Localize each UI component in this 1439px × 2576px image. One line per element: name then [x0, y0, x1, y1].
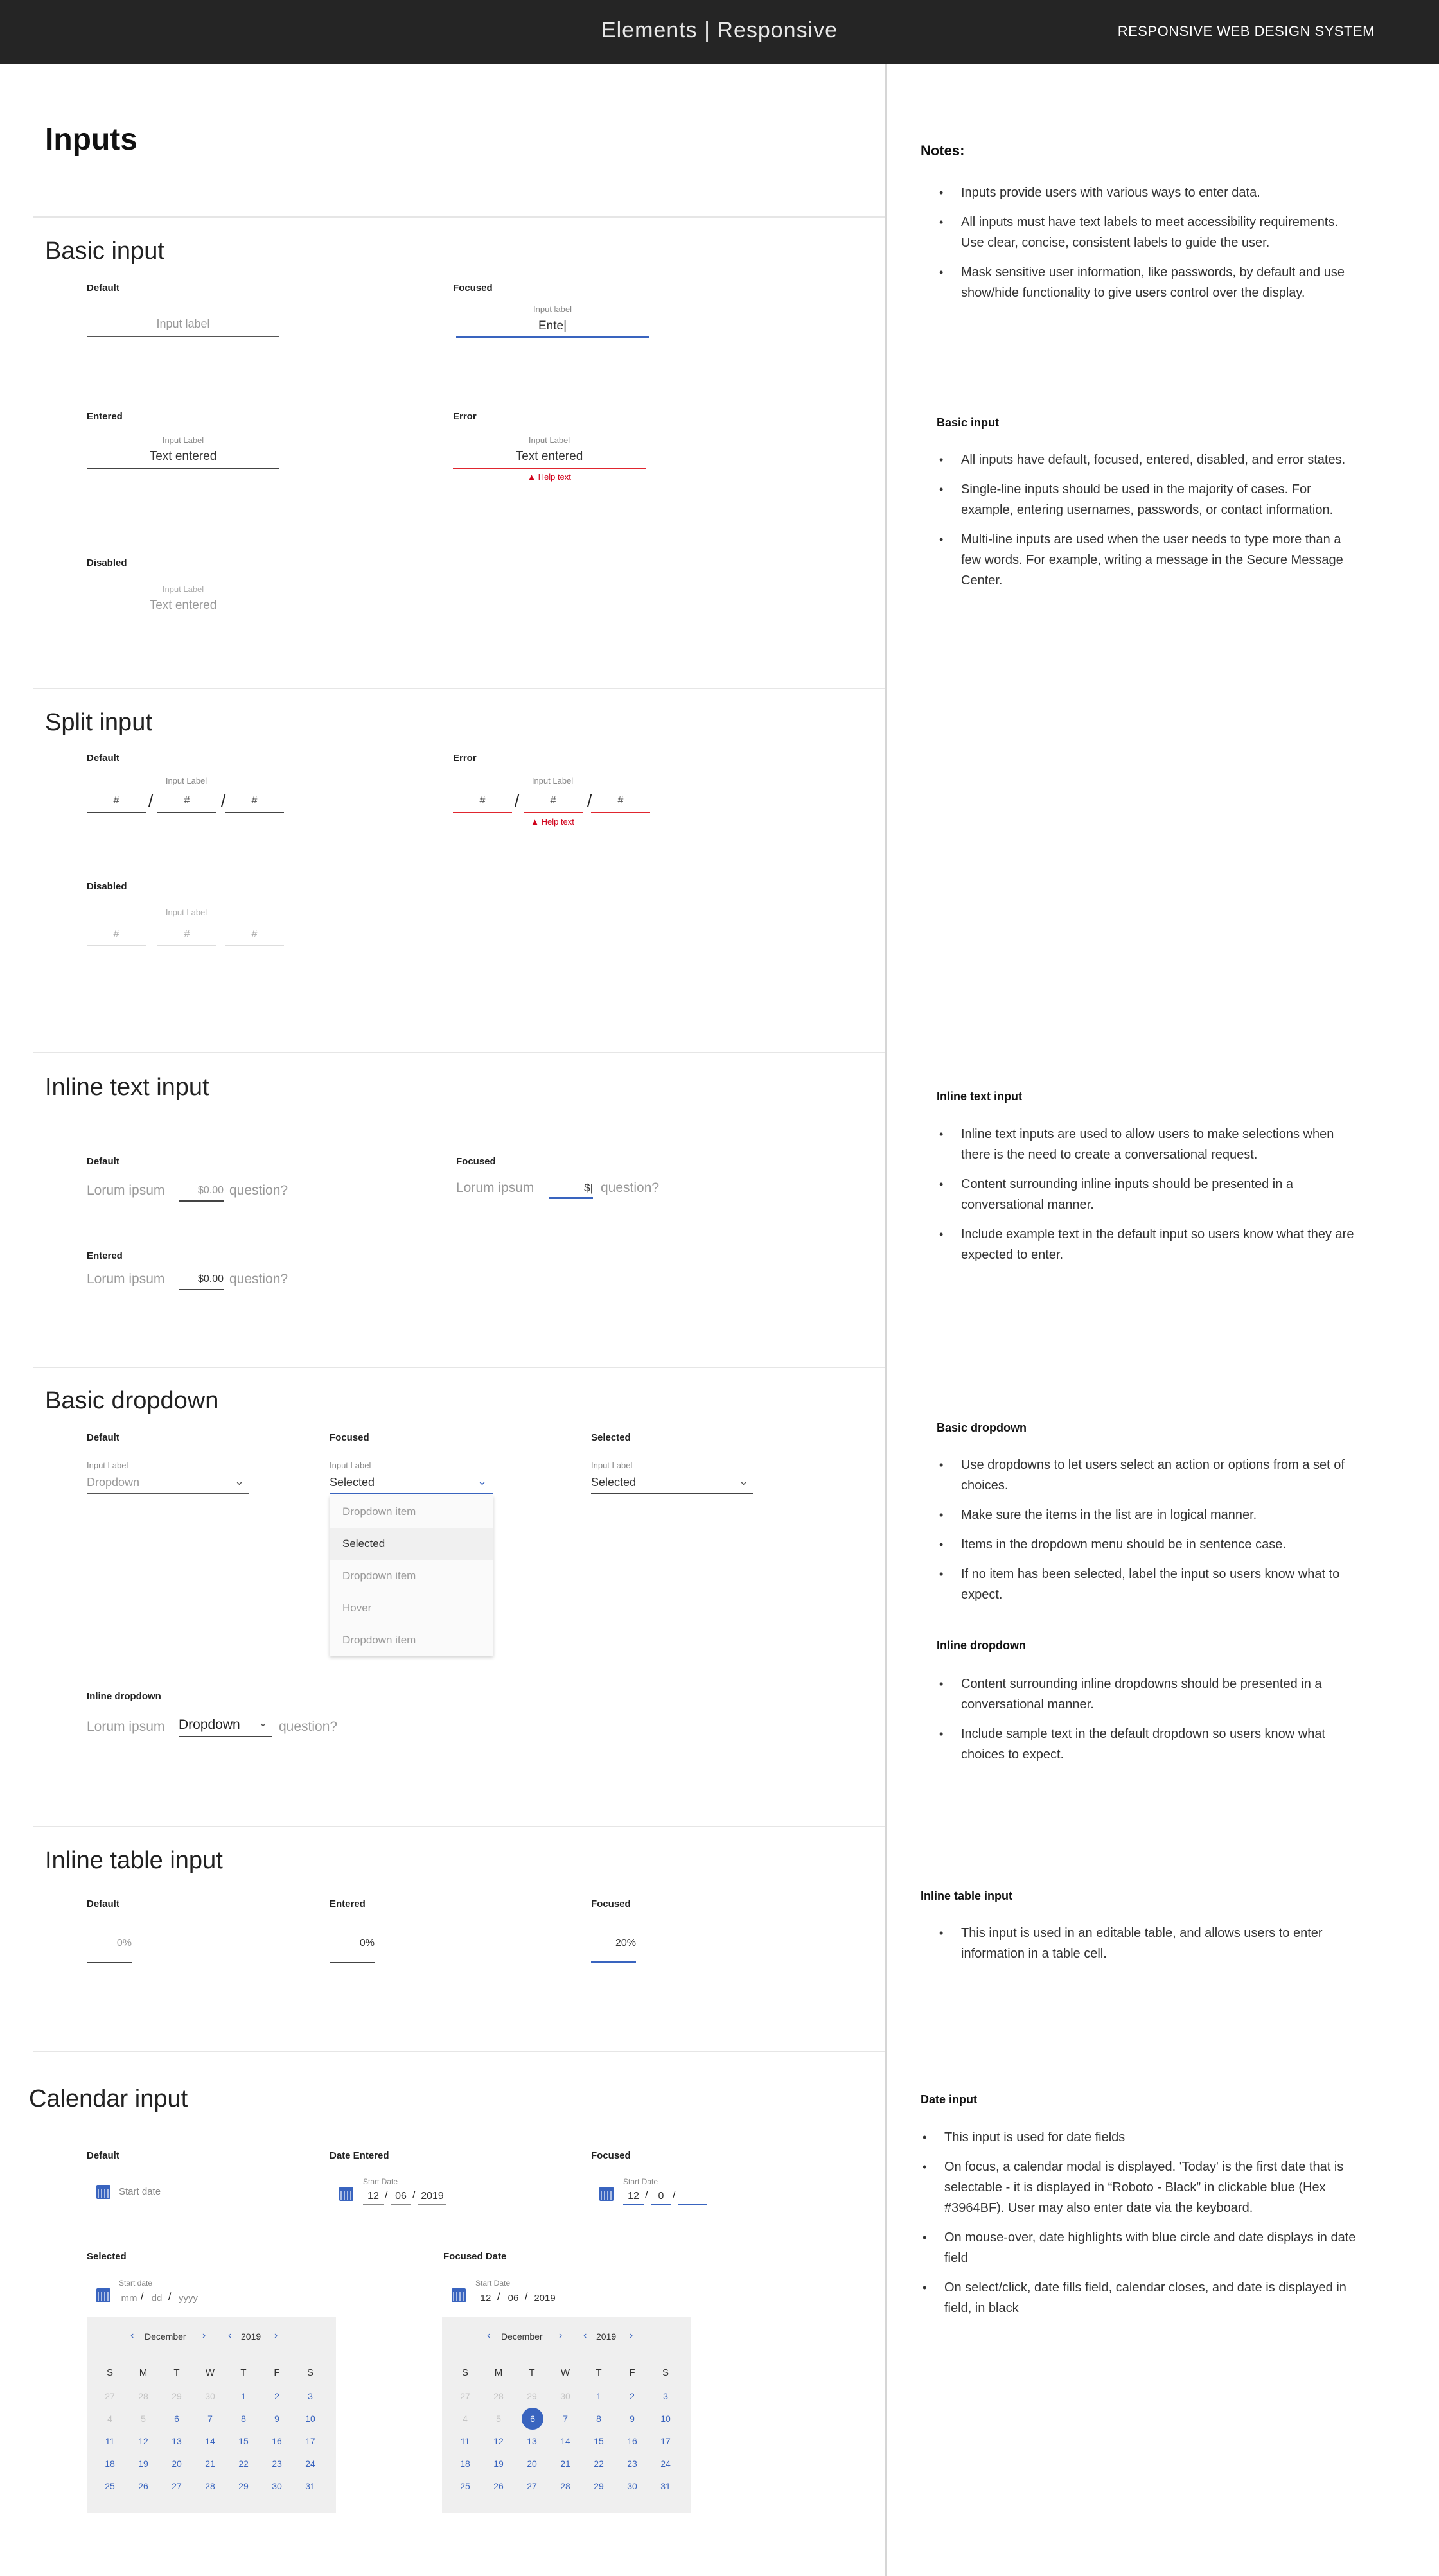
- calendar-day: 5: [496, 2414, 501, 2424]
- split-field-3[interactable]: #: [251, 795, 258, 806]
- calendar-day[interactable]: 8: [596, 2414, 601, 2424]
- state-label-focused: Focused: [453, 283, 493, 294]
- date-separator: /: [525, 2291, 528, 2302]
- calendar-day-highlighted[interactable]: 6: [522, 2408, 543, 2430]
- weekday-header: S: [461, 2367, 468, 2378]
- date-label: Start Date: [363, 2177, 398, 2186]
- date-day-field[interactable]: 06: [508, 2293, 519, 2304]
- date-underline: [418, 2204, 446, 2205]
- split-separator: /: [515, 791, 520, 810]
- prev-year-icon[interactable]: ‹: [228, 2330, 232, 2341]
- calendar-day[interactable]: 16: [272, 2436, 282, 2446]
- section-title-basic-dropdown: Basic dropdown: [45, 1387, 219, 1414]
- calendar-day: 27: [105, 2391, 115, 2401]
- dropdown-focused-value[interactable]: Selected: [330, 1476, 375, 1489]
- calendar-day[interactable]: 9: [274, 2414, 279, 2424]
- inline-input-default[interactable]: $0.00: [197, 1185, 224, 1196]
- input-error-value[interactable]: Text entered: [515, 450, 583, 463]
- notes-list-basic-dropdown: [939, 1455, 1363, 1614]
- calendar-day[interactable]: 28: [560, 2481, 570, 2491]
- note-item: • Make sure the items in the list are in logical manner.: [939, 1505, 1363, 1525]
- note-item: • Use dropdowns to let users select an action or options from a set of choices.: [939, 1455, 1363, 1496]
- inline-input-entered[interactable]: $0.00: [197, 1274, 224, 1284]
- state-label-focused: Focused: [456, 1156, 496, 1167]
- calendar-day[interactable]: 22: [594, 2458, 604, 2469]
- date-month-field[interactable]: 12: [628, 2191, 639, 2202]
- calendar-modal: [442, 2317, 691, 2513]
- calendar-day[interactable]: 1: [596, 2391, 601, 2401]
- input-label: Input Label: [528, 435, 570, 445]
- section-title-basic-input: Basic input: [45, 238, 164, 265]
- focused-text: Ente: [538, 319, 564, 333]
- state-label-date-entered: Date Entered: [330, 2150, 389, 2161]
- calendar-month[interactable]: December: [145, 2331, 186, 2342]
- help-text-label: Help text: [541, 817, 574, 827]
- calendar-day[interactable]: 2: [274, 2391, 279, 2401]
- calendar-day[interactable]: 16: [627, 2436, 637, 2446]
- calendar-day[interactable]: 21: [205, 2458, 215, 2469]
- date-day-field[interactable]: 0: [658, 2191, 664, 2202]
- split-separator: /: [221, 791, 226, 810]
- section-title-split-input: Split input: [45, 709, 152, 736]
- calendar-day[interactable]: 20: [527, 2458, 537, 2469]
- state-label-disabled: Disabled: [87, 557, 127, 568]
- text-cursor: |: [563, 319, 567, 333]
- split-underline-disabled: [87, 945, 146, 946]
- notes-list-inline-dropdown: [939, 1674, 1363, 1774]
- calendar-day[interactable]: 24: [305, 2458, 315, 2469]
- dropdown-menu: [330, 1496, 493, 1656]
- calendar-day[interactable]: 2: [630, 2391, 635, 2401]
- notes-list-date-input: [923, 2127, 1363, 2327]
- note-item: • This input is used for date fields: [923, 2127, 1363, 2148]
- split-field-2[interactable]: #: [184, 795, 190, 806]
- calendar-day: 5: [141, 2414, 146, 2424]
- section-divider: [33, 688, 885, 689]
- calendar-day[interactable]: 27: [172, 2481, 182, 2491]
- calendar-day[interactable]: 24: [660, 2458, 671, 2469]
- calendar-day[interactable]: 18: [460, 2458, 470, 2469]
- table-input-underline: [87, 1962, 132, 1963]
- dropdown-item[interactable]: Dropdown item: [342, 1634, 416, 1646]
- calendar-year[interactable]: 2019: [241, 2331, 261, 2342]
- inline-before-text: Lorum ipsum: [456, 1180, 534, 1195]
- date-separator: /: [168, 2291, 172, 2302]
- note-item: • All inputs must have text labels to meet accessibility requirements. Use clear, concise, consistent labels to guide the user.: [939, 212, 1363, 253]
- state-label-selected: Selected: [591, 1432, 631, 1443]
- dropdown-item[interactable]: Dropdown item: [342, 1505, 416, 1518]
- weekday-header: S: [306, 2367, 313, 2378]
- calendar-day: 4: [107, 2414, 112, 2424]
- calendar-icon[interactable]: [599, 2187, 614, 2201]
- calendar-day[interactable]: 13: [527, 2436, 537, 2446]
- date-month-field[interactable]: 12: [480, 2293, 491, 2304]
- calendar-day: 28: [493, 2391, 504, 2401]
- prev-year-icon[interactable]: ‹: [583, 2330, 587, 2341]
- inline-after-text: question?: [279, 1719, 338, 1734]
- section-title-inline-text: Inline text input: [45, 1074, 209, 1101]
- app-subtitle: RESPONSIVE WEB DESIGN SYSTEM: [1117, 23, 1375, 39]
- note-item: • Include example text in the default input so users know what they are expected to enter.: [939, 1224, 1363, 1265]
- dropdown-default-value[interactable]: Dropdown: [87, 1476, 140, 1489]
- calendar-icon[interactable]: [339, 2187, 353, 2201]
- split-underline-error: [524, 812, 583, 813]
- help-text: [453, 472, 646, 482]
- calendar-day[interactable]: 23: [627, 2458, 637, 2469]
- input-label: Input Label: [165, 776, 207, 785]
- section-divider: [33, 1052, 885, 1053]
- date-year-field[interactable]: 2019: [534, 2293, 556, 2304]
- date-label: Start Date: [623, 2177, 658, 2186]
- input-entered-underline: [87, 468, 279, 469]
- inline-before-text: Lorum ipsum: [87, 1719, 165, 1734]
- dropdown-underline: [87, 1493, 249, 1494]
- dropdown-selected-value[interactable]: Selected: [591, 1476, 637, 1489]
- table-input-focused[interactable]: 20%: [615, 1938, 636, 1949]
- calendar-month[interactable]: December: [501, 2331, 543, 2342]
- calendar-day: 27: [460, 2391, 470, 2401]
- date-underline: [391, 2204, 411, 2205]
- notes-heading-date-input: Date input: [921, 2093, 977, 2106]
- table-input-underline-focused: [591, 1961, 636, 1963]
- calendar-day[interactable]: 23: [272, 2458, 282, 2469]
- split-underline-disabled: [225, 945, 284, 946]
- calendar-day: 28: [138, 2391, 148, 2401]
- calendar-day[interactable]: 14: [205, 2436, 215, 2446]
- date-year-field[interactable]: 2019: [421, 2191, 444, 2202]
- page-title: Inputs: [45, 123, 137, 157]
- note-item: • Single-line inputs should be used in the majority of cases. For example, entering usernames, passwords, or contact information.: [939, 479, 1363, 520]
- calendar-day[interactable]: 19: [493, 2458, 504, 2469]
- date-separator: /: [497, 2291, 500, 2302]
- table-input-default[interactable]: 0%: [116, 1938, 132, 1949]
- inline-dropdown-underline: [179, 1736, 272, 1737]
- dropdown-label: Input Label: [330, 1460, 371, 1470]
- date-underline: [623, 2204, 644, 2205]
- chevron-down-icon[interactable]: ⌄: [477, 1475, 488, 1487]
- input-label: Input label: [533, 304, 572, 314]
- inline-before-text: Lorum ipsum: [87, 1272, 165, 1286]
- state-label-default: Default: [87, 283, 119, 294]
- calendar-day[interactable]: 9: [630, 2414, 635, 2424]
- calendar-day[interactable]: 3: [663, 2391, 668, 2401]
- split-separator: /: [148, 791, 154, 810]
- date-month-field[interactable]: mm: [121, 2293, 137, 2304]
- next-month-icon[interactable]: ›: [559, 2330, 563, 2341]
- state-label-selected: Selected: [87, 2251, 127, 2262]
- notes-list-inline-text: [939, 1124, 1363, 1274]
- notes-list-inline-table: [939, 1923, 1363, 1973]
- calendar-day[interactable]: 8: [241, 2414, 246, 2424]
- date-label: Start Date: [475, 2279, 511, 2288]
- calendar-day[interactable]: 1: [241, 2391, 246, 2401]
- calendar-day[interactable]: 29: [594, 2481, 604, 2491]
- calendar-day[interactable]: 25: [460, 2481, 470, 2491]
- calendar-day[interactable]: 12: [493, 2436, 504, 2446]
- table-input-entered[interactable]: 0%: [359, 1938, 375, 1949]
- note-item: • Content surrounding inline inputs should be presented in a conversational manner.: [939, 1174, 1363, 1215]
- input-label: Input Label: [162, 584, 204, 594]
- split-field-2[interactable]: #: [550, 795, 556, 806]
- dropdown-item-selected[interactable]: Selected: [330, 1528, 493, 1560]
- date-placeholder[interactable]: Start date: [119, 2186, 161, 2197]
- calendar-icon[interactable]: [452, 2288, 466, 2302]
- calendar-day[interactable]: 20: [172, 2458, 182, 2469]
- state-label-entered: Entered: [87, 411, 123, 422]
- focused-text: $: [584, 1182, 590, 1194]
- calendar-day[interactable]: 17: [660, 2436, 671, 2446]
- chevron-down-icon[interactable]: ⌄: [258, 1716, 269, 1729]
- prev-month-icon[interactable]: ‹: [130, 2330, 134, 2341]
- weekday-header: T: [529, 2367, 535, 2378]
- state-label-focused: Focused: [330, 1432, 369, 1443]
- note-item: • This input is used in an editable table, and allows users to enter information in a table cell.: [939, 1923, 1363, 1964]
- split-underline-error: [591, 812, 650, 813]
- notes-heading-basic-dropdown: Basic dropdown: [937, 1421, 1027, 1434]
- state-label-inline-dropdown: Inline dropdown: [87, 1691, 161, 1702]
- calendar-modal: [87, 2317, 336, 2513]
- date-underline: [651, 2204, 671, 2205]
- calendar-day[interactable]: 31: [660, 2481, 671, 2491]
- weekday-header: W: [560, 2367, 570, 2378]
- date-separator: /: [673, 2190, 676, 2201]
- inline-after-text: question?: [229, 1183, 288, 1198]
- weekday-header: W: [205, 2367, 215, 2378]
- state-label-default: Default: [87, 2150, 119, 2161]
- date-month-field[interactable]: 12: [367, 2191, 379, 2202]
- next-year-icon[interactable]: ›: [274, 2330, 278, 2341]
- split-underline-disabled: [157, 945, 216, 946]
- split-underline: [87, 812, 146, 813]
- top-bar: [0, 0, 1439, 64]
- next-year-icon[interactable]: ›: [630, 2330, 633, 2341]
- inline-underline: [179, 1200, 224, 1202]
- section-divider: [33, 216, 885, 218]
- date-day-field[interactable]: 06: [395, 2191, 407, 2202]
- chevron-down-icon[interactable]: ⌄: [234, 1475, 245, 1487]
- state-label-disabled: Disabled: [87, 881, 127, 892]
- section-title-calendar: Calendar input: [29, 2085, 188, 2112]
- notes-heading-inline-text: Inline text input: [937, 1090, 1022, 1103]
- inline-dropdown-value[interactable]: Dropdown: [179, 1717, 240, 1732]
- calendar-day[interactable]: 10: [660, 2414, 671, 2424]
- calendar-day[interactable]: 3: [308, 2391, 313, 2401]
- calendar-day[interactable]: 31: [305, 2481, 315, 2491]
- weekday-header: S: [106, 2367, 113, 2378]
- calendar-day[interactable]: 15: [238, 2436, 249, 2446]
- inline-before-text: Lorum ipsum: [87, 1183, 165, 1198]
- weekday-header: S: [662, 2367, 669, 2378]
- calendar-day[interactable]: 11: [105, 2436, 115, 2446]
- input-label: Input Label: [162, 435, 204, 445]
- weekday-header: T: [240, 2367, 247, 2378]
- help-text: [453, 817, 652, 827]
- weekday-header: M: [494, 2367, 503, 2378]
- split-underline-error: [453, 812, 512, 813]
- date-label: Start date: [119, 2279, 153, 2288]
- table-input-underline: [330, 1962, 375, 1963]
- input-placeholder: Input label: [156, 317, 210, 330]
- notes-heading-basic-input: Basic input: [937, 416, 1000, 429]
- state-label-default: Default: [87, 1156, 119, 1167]
- notes-list-general: [939, 182, 1363, 312]
- inline-input-focused[interactable]: [549, 1182, 593, 1195]
- input-label: Input Label: [165, 907, 207, 917]
- calendar-day[interactable]: 15: [594, 2436, 604, 2446]
- state-label-error: Error: [453, 411, 477, 422]
- calendar-day: 4: [463, 2414, 468, 2424]
- date-underline: [363, 2204, 384, 2205]
- section-divider: [33, 1367, 885, 1368]
- calendar-day: 30: [560, 2391, 570, 2401]
- date-separator: /: [412, 2190, 416, 2201]
- split-field-2: #: [184, 929, 190, 940]
- split-underline: [225, 812, 284, 813]
- state-label-entered: Entered: [330, 1898, 366, 1909]
- date-separator: /: [385, 2190, 388, 2201]
- calendar-year[interactable]: 2019: [596, 2331, 617, 2342]
- calendar-day[interactable]: 17: [305, 2436, 315, 2446]
- section-divider: [33, 2051, 885, 2052]
- calendar-day[interactable]: 7: [563, 2414, 568, 2424]
- inline-underline: [179, 1289, 224, 1290]
- chevron-down-icon[interactable]: ⌄: [739, 1475, 749, 1487]
- inline-underline-focused: [549, 1197, 593, 1199]
- split-field-3[interactable]: #: [617, 795, 624, 806]
- state-label-focused: Focused: [591, 1898, 631, 1909]
- calendar-day[interactable]: 6: [174, 2414, 179, 2424]
- calendar-day[interactable]: 29: [238, 2481, 249, 2491]
- calendar-icon[interactable]: [96, 2288, 110, 2302]
- dropdown-label: Input Label: [87, 1460, 128, 1470]
- calendar-day[interactable]: 26: [493, 2481, 504, 2491]
- dropdown-label: Input Label: [591, 1460, 633, 1470]
- date-year-field[interactable]: yyyy: [179, 2293, 198, 2304]
- state-label-entered: Entered: [87, 1250, 123, 1261]
- notes-heading-inline-dropdown: Inline dropdown: [937, 1639, 1026, 1652]
- split-field-1: #: [113, 929, 119, 940]
- calendar-day[interactable]: 19: [138, 2458, 148, 2469]
- calendar-day[interactable]: 26: [138, 2481, 148, 2491]
- calendar-day[interactable]: 28: [205, 2481, 215, 2491]
- warning-icon: ▲: [531, 817, 539, 827]
- input-error-underline: [453, 468, 646, 469]
- inline-after-text: question?: [601, 1180, 660, 1195]
- notes-title: Notes:: [921, 143, 965, 159]
- input-default-field[interactable]: [87, 336, 279, 337]
- app-title: Elements | Responsive: [601, 18, 838, 42]
- inline-after-text: question?: [229, 1272, 288, 1286]
- calendar-day[interactable]: 13: [172, 2436, 182, 2446]
- help-text-label: Help text: [538, 472, 571, 482]
- calendar-day: 29: [172, 2391, 182, 2401]
- split-field-3: #: [251, 929, 258, 940]
- notes-heading-inline-table: Inline table input: [921, 1889, 1012, 1902]
- weekday-header: T: [173, 2367, 180, 2378]
- calendar-day[interactable]: 30: [272, 2481, 282, 2491]
- prev-month-icon[interactable]: ‹: [487, 2330, 491, 2341]
- note-item: • Include sample text in the default dropdown so users know what choices to expect.: [939, 1724, 1363, 1765]
- state-label-default: Default: [87, 1898, 119, 1909]
- text-cursor: |: [590, 1182, 593, 1194]
- next-month-icon[interactable]: ›: [202, 2330, 206, 2341]
- note-item: • Items in the dropdown menu should be in sentence case.: [939, 1534, 1363, 1555]
- calendar-icon[interactable]: [96, 2185, 110, 2199]
- calendar-day: 29: [527, 2391, 537, 2401]
- calendar-day[interactable]: 7: [207, 2414, 213, 2424]
- split-field-1[interactable]: #: [479, 795, 486, 806]
- date-separator: /: [141, 2291, 144, 2302]
- weekday-header: T: [596, 2367, 602, 2378]
- state-label-focused: Focused: [591, 2150, 631, 2161]
- note-item: • On focus, a calendar modal is displayed. 'Today' is the first date that is selectable - it is displayed in “Roboto - Black” in clickable blue (Hex #3964BF). User may also enter date via the keyboard.: [923, 2157, 1363, 2218]
- input-label: Input Label: [531, 776, 574, 785]
- calendar-day[interactable]: 10: [305, 2414, 315, 2424]
- dropdown-underline-focused: [330, 1493, 493, 1494]
- section-title-inline-table: Inline table input: [45, 1847, 223, 1874]
- input-disabled-value: Text entered: [149, 599, 217, 612]
- state-label-error: Error: [453, 753, 477, 764]
- split-separator: /: [587, 791, 592, 810]
- note-item: • Inputs provide users with various ways to enter data.: [939, 182, 1363, 203]
- calendar-day[interactable]: 30: [627, 2481, 637, 2491]
- calendar-day: 30: [205, 2391, 215, 2401]
- note-item: • On mouse-over, date highlights with blue circle and date displays in date field: [923, 2227, 1363, 2268]
- note-item: • Inline text inputs are used to allow users to make selections when there is the need to create a conversational request.: [939, 1124, 1363, 1165]
- calendar-day[interactable]: 25: [105, 2481, 115, 2491]
- section-divider: [33, 1826, 885, 1827]
- note-item: • All inputs have default, focused, entered, disabled, and error states.: [939, 450, 1363, 470]
- calendar-day[interactable]: 12: [138, 2436, 148, 2446]
- dropdown-underline: [591, 1493, 753, 1494]
- date-day-field[interactable]: dd: [151, 2293, 163, 2304]
- weekday-header: F: [629, 2367, 635, 2378]
- split-field-1[interactable]: #: [113, 795, 119, 806]
- weekday-header: F: [274, 2367, 280, 2378]
- dropdown-item-hover[interactable]: Hover: [342, 1602, 372, 1614]
- weekday-header: M: [139, 2367, 148, 2378]
- date-underline: [678, 2204, 707, 2205]
- calendar-day[interactable]: 18: [105, 2458, 115, 2469]
- note-item: • Multi-line inputs are used when the user needs to type more than a few words. For example, writing a message in the Secure Message Center.: [939, 529, 1363, 591]
- note-item: • On select/click, date fills field, calendar closes, and date is displayed in field, in black: [923, 2277, 1363, 2318]
- date-separator: /: [645, 2190, 648, 2201]
- split-underline: [157, 812, 216, 813]
- input-entered-value[interactable]: Text entered: [149, 450, 217, 463]
- note-item: • Content surrounding inline dropdowns should be presented in a conversational manner.: [939, 1674, 1363, 1715]
- input-focused-value[interactable]: [456, 319, 649, 333]
- state-label-focused-date: Focused Date: [443, 2251, 507, 2262]
- note-item: • If no item has been selected, label the input so users know what to expect.: [939, 1564, 1363, 1605]
- state-label-default: Default: [87, 1432, 119, 1443]
- warning-icon: ▲: [527, 472, 536, 482]
- calendar-day[interactable]: 21: [560, 2458, 570, 2469]
- column-divider: [885, 64, 887, 2576]
- calendar-day[interactable]: 14: [560, 2436, 570, 2446]
- input-focused-underline: [456, 336, 649, 338]
- calendar-day[interactable]: 11: [460, 2436, 470, 2446]
- dropdown-item[interactable]: Dropdown item: [342, 1570, 416, 1582]
- calendar-day[interactable]: 22: [238, 2458, 249, 2469]
- state-label-default: Default: [87, 753, 119, 764]
- notes-list-basic-input: [939, 450, 1363, 600]
- calendar-day[interactable]: 27: [527, 2481, 537, 2491]
- note-item: • Mask sensitive user information, like passwords, by default and use show/hide functionality to give users control over the display.: [939, 262, 1363, 303]
